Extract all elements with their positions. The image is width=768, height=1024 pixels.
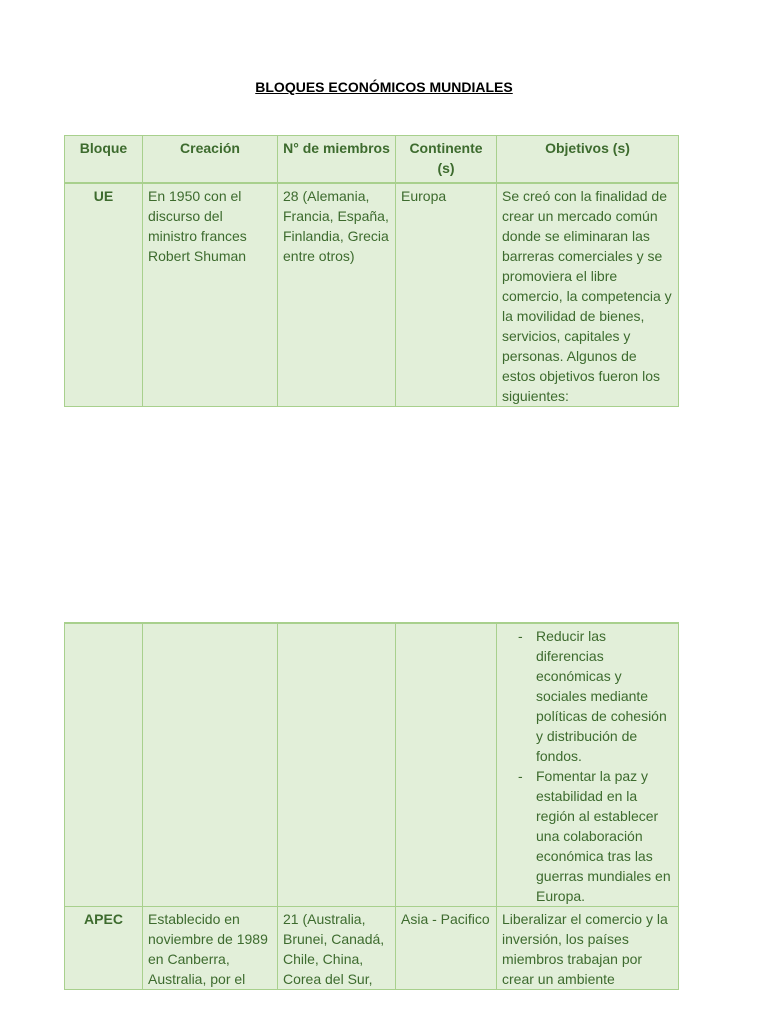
table-row — [65, 907, 679, 990]
cell-creacion-empty — [143, 623, 278, 907]
table-row — [65, 623, 679, 907]
blocks-table — [64, 135, 679, 407]
table-row — [65, 183, 679, 407]
cell-miembros: 21 (Australia, Brunei, Canadá, Chile, China, Corea del Sur, — [278, 907, 396, 990]
list-item-text: Fomentar la paz y estabilidad en la región al establecer una colaboración económica tras las guerras mundiales en Europa. — [536, 768, 671, 904]
cell-bloque-empty — [65, 623, 143, 907]
cell-objetivos-bullets — [497, 623, 679, 907]
page-title: BLOQUES ECONÓMICOS MUNDIALES — [255, 79, 513, 95]
cell-creacion: Establecido en noviembre de 1989 en Canberra, Australia, por el — [143, 907, 278, 990]
cell-bloque: UE — [65, 183, 143, 407]
objectives-list — [502, 626, 673, 906]
table-header-row — [65, 136, 679, 184]
list-item-text: Reducir las diferencias económicas y sociales mediante políticas de cohesión y distribución de fondos. — [536, 628, 667, 764]
bullet-dash: - — [518, 768, 523, 784]
header-bloque: Bloque — [65, 136, 143, 184]
header-miembros: N° de miembros — [278, 136, 396, 184]
cell-creacion: En 1950 con el discurso del ministro frances Robert Shuman — [143, 183, 278, 407]
cell-objetivos: Se creó con la finalidad de crear un mercado común donde se eliminaran las barreras comerciales y se promoviera el libre comercio, la competencia y la movilidad de bienes, servicios, capitales y personas. Algunos de estos objetivos fueron los siguientes: — [497, 183, 679, 407]
cell-bloque: APEC — [65, 907, 143, 990]
cell-miembros: 28 (Alemania, Francia, España, Finlandia, Grecia entre otros) — [278, 183, 396, 407]
blocks-table-continued — [64, 622, 679, 990]
cell-continente-empty — [396, 623, 497, 907]
cell-miembros-empty — [278, 623, 396, 907]
bullet-dash: - — [518, 628, 523, 644]
cell-objetivos: Liberalizar el comercio y la inversión, los países miembros trabajan por crear un ambiente — [497, 907, 679, 990]
header-continente: Continente (s) — [396, 136, 497, 184]
list-item — [502, 766, 673, 906]
cell-continente: Asia - Pacifico — [396, 907, 497, 990]
header-creacion: Creación — [143, 136, 278, 184]
list-item — [502, 626, 673, 766]
cell-continente: Europa — [396, 183, 497, 407]
header-objetivos: Objetivos (s) — [497, 136, 679, 184]
